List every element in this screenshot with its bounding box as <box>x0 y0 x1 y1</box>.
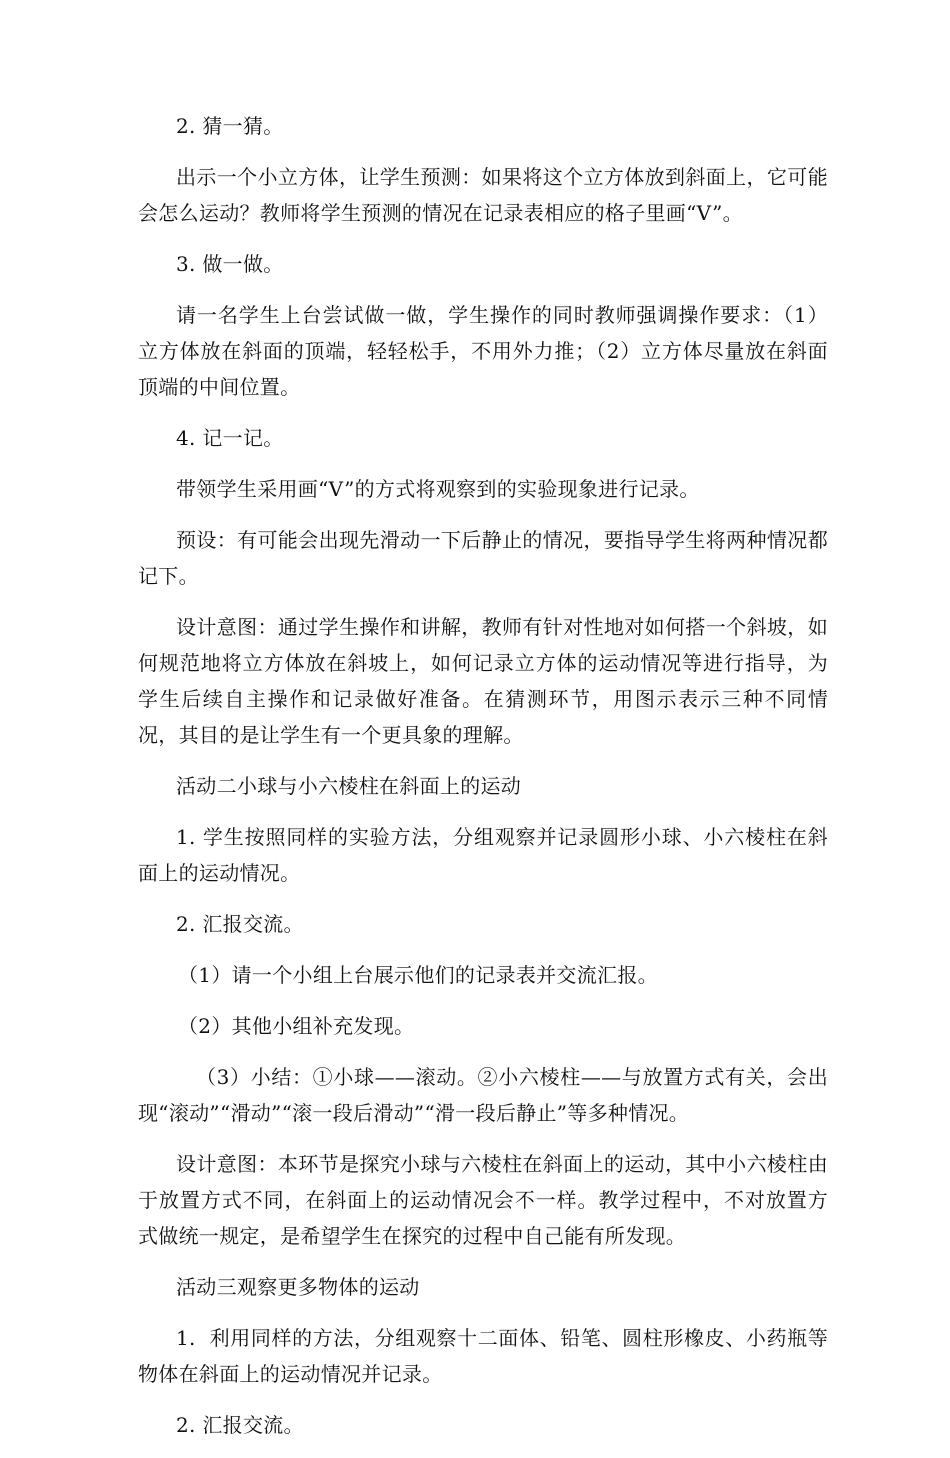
paragraph-record-method: 带领学生采用画“V”的方式将观察到的实验现象进行记录。 <box>176 477 700 501</box>
paragraph-student-demo: 请一名学生上台尝试做一做，学生操作的同时教师强调操作要求：（1）立方体放在斜面的顶端，轻轻松手，不用外力推；（2）立方体尽量放在斜面顶端的中间位置。 <box>138 303 828 399</box>
paragraph-show-cube: 出示一个小立方体，让学生预测：如果将这个立方体放到斜面上，它可能会怎么运动？教师将学生预测的情况在记录表相应的格子里画“V”。 <box>138 165 828 225</box>
paragraph-design-intent-1: 设计意图：通过学生操作和讲解，教师有针对性地对如何搭一个斜坡，如何规范地将立方体放在斜坡上，如何记录立方体的运动情况等进行指导，为学生后续自主操作和记录做好准备。在猜测环节，用图示表示三种不同情况，其目的是让学生有一个更具象的理解。 <box>138 615 828 747</box>
activity-three-heading: 活动三观察更多物体的运动 <box>176 1275 420 1299</box>
step-report: 2. 汇报交流。 <box>176 912 304 936</box>
paragraph-group-observe: 1. 学生按照同样的实验方法，分组观察并记录圆形小球、小六棱柱在斜面上的运动情况。 <box>138 825 828 885</box>
paragraph-design-intent-2: 设计意图：本环节是探究小球与六棱柱在斜面上的运动，其中小六棱柱由于放置方式不同，在斜面上的运动情况会不一样。教学过程中，不对放置方式做统一规定，是希望学生在探究的过程中自己能有所发现。 <box>138 1152 828 1248</box>
substep-2: （2）其他小组补充发现。 <box>178 1014 415 1038</box>
substep-1: （1）请一个小组上台展示他们的记录表并交流汇报。 <box>178 963 658 987</box>
substep-3-summary: （3）小结：①小球——滚动。②小六棱柱——与放置方式有关，会出现“滚动”“滑动”“滚一段后滑动”“滑一段后静止”等多种情况。 <box>138 1065 828 1125</box>
paragraph-more-objects: 1. 利用同样的方法，分组观察十二面体、铅笔、圆柱形橡皮、小药瓶等物体在斜面上的运动情况并记录。 <box>138 1326 828 1386</box>
document-body <box>138 108 828 1458</box>
step-record: 4. 记一记。 <box>176 426 284 450</box>
paragraph-preset: 预设：有可能会出现先滑动一下后静止的情况，要指导学生将两种情况都记下。 <box>138 528 828 588</box>
step-report-2: 2. 汇报交流。 <box>176 1413 304 1437</box>
step-guess: 2. 猜一猜。 <box>176 114 284 138</box>
step-do: 3. 做一做。 <box>176 252 284 276</box>
activity-two-heading: 活动二小球与小六棱柱在斜面上的运动 <box>176 774 522 798</box>
